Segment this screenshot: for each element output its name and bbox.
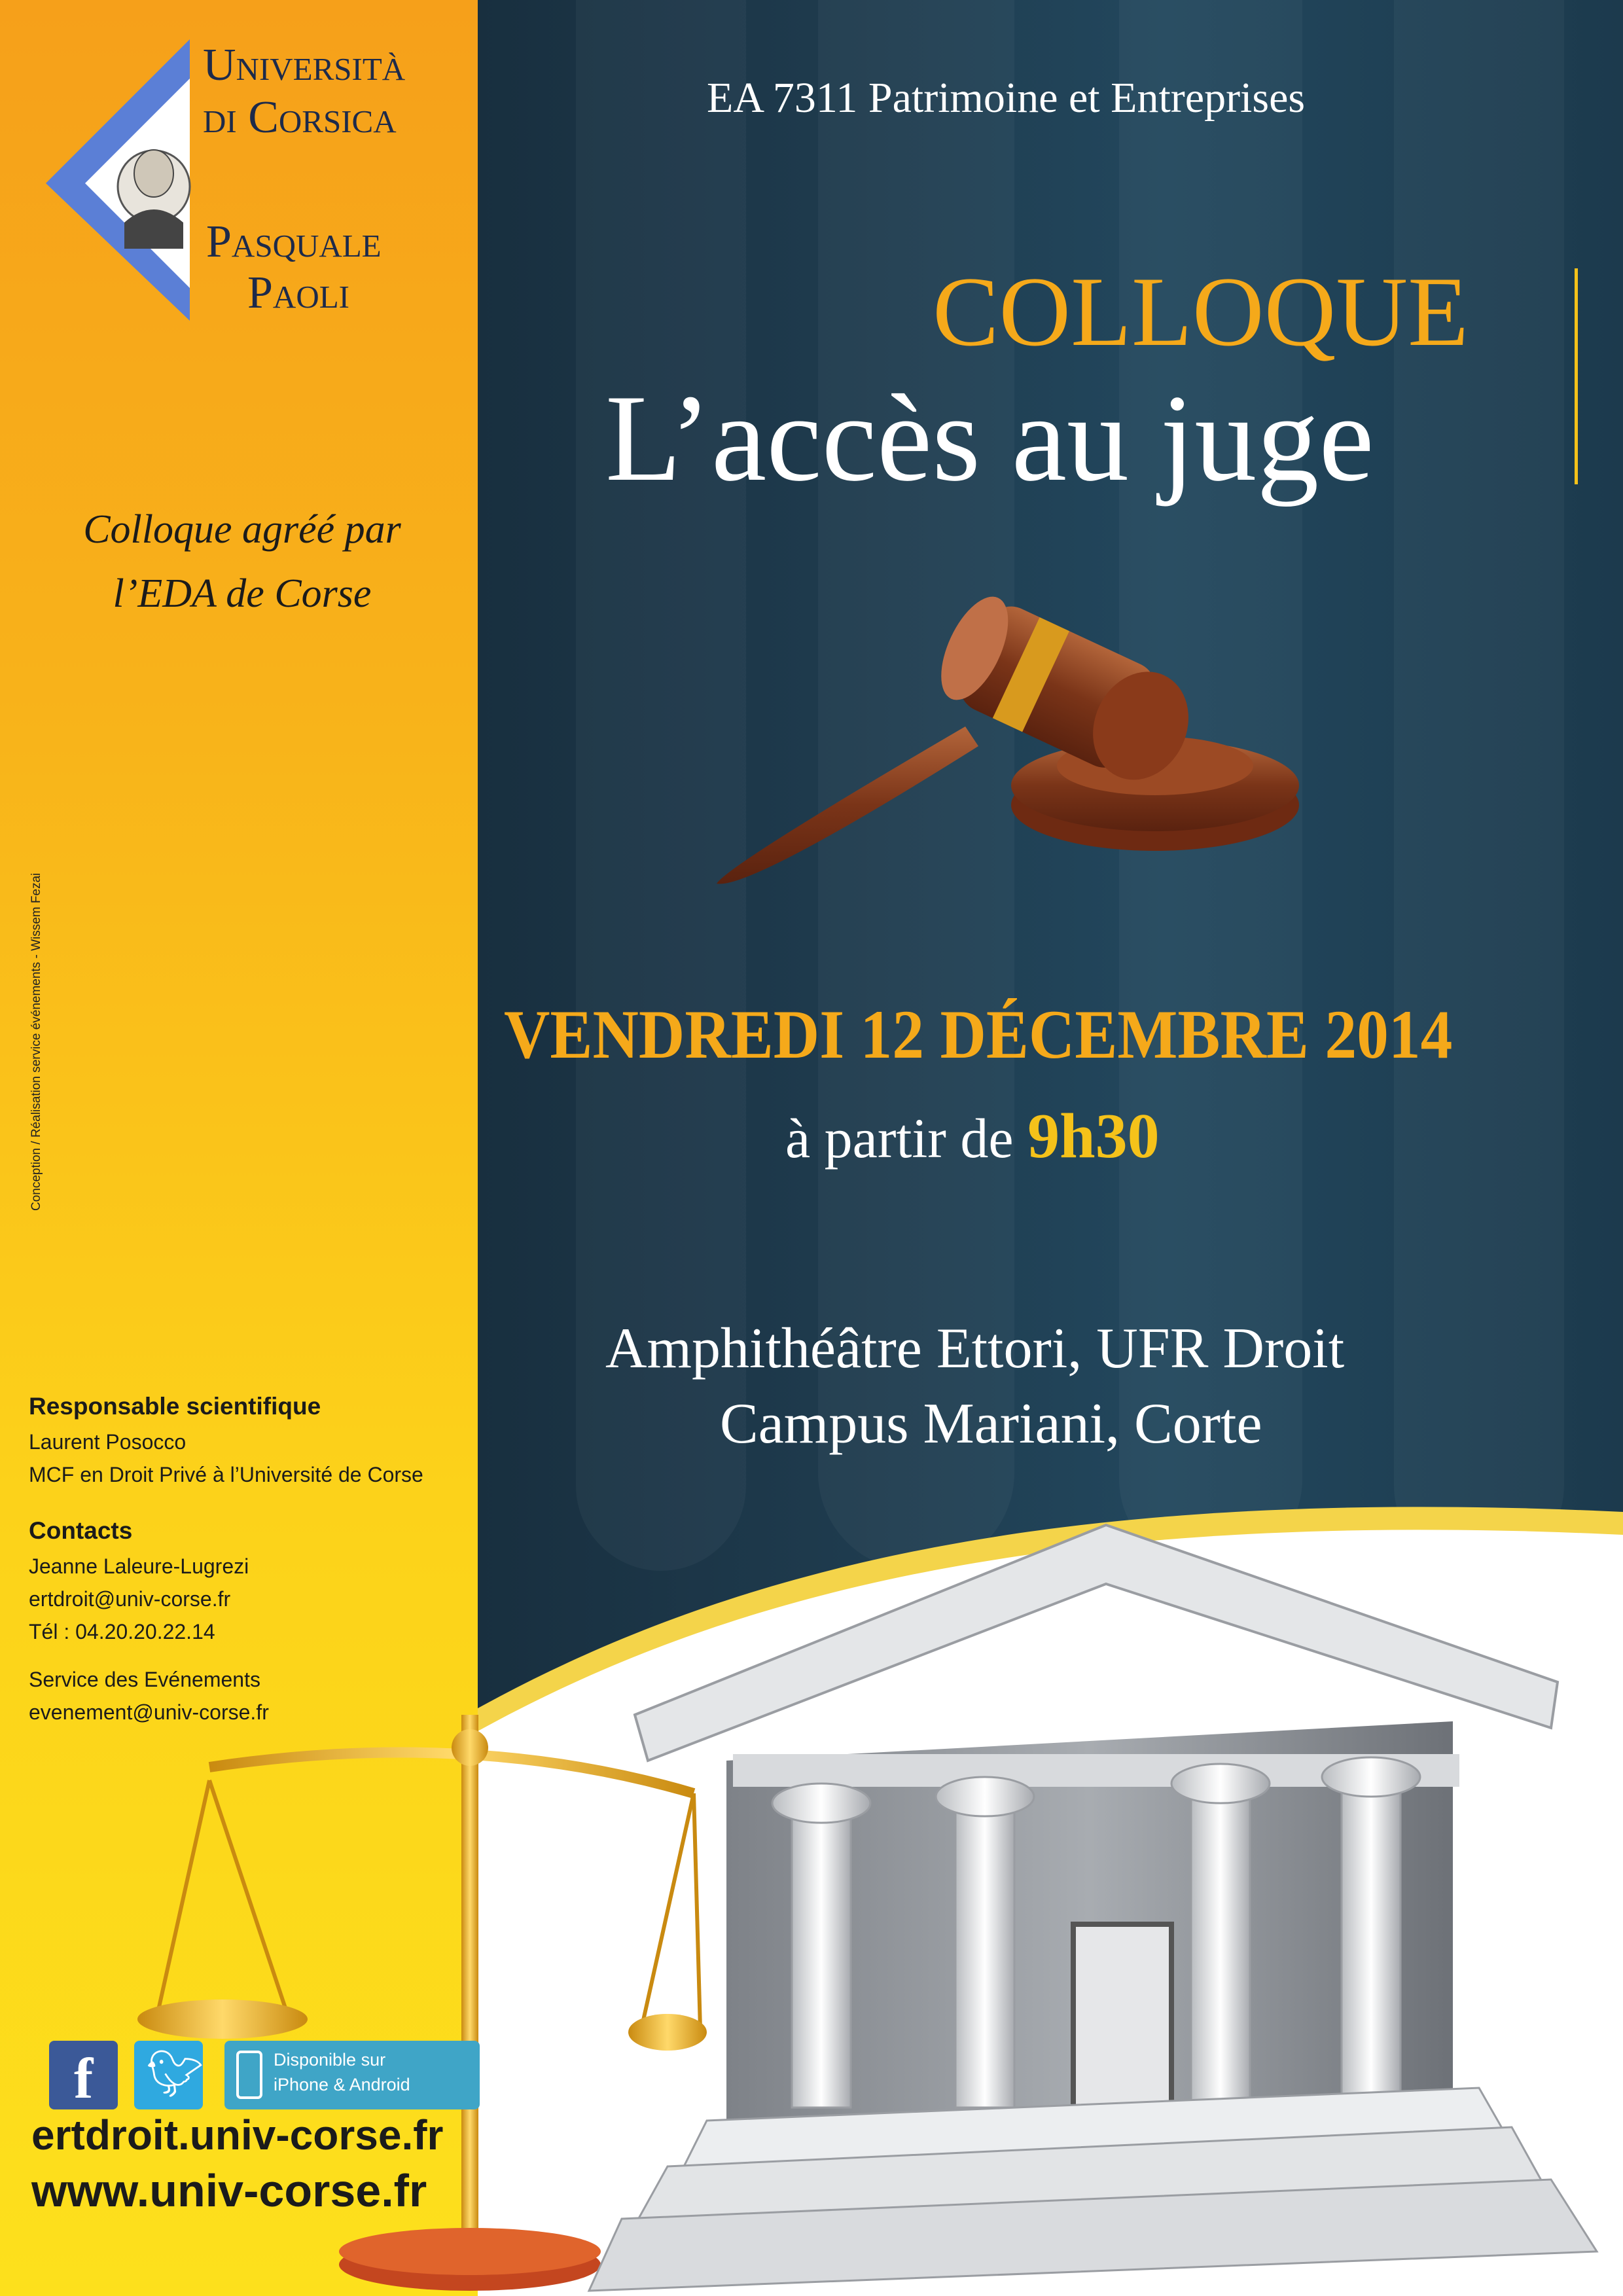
- contact-email[interactable]: ertdroit@univ-corse.fr: [29, 1587, 231, 1611]
- app-badge-line2: iPhone & Android: [274, 2075, 410, 2094]
- service-name: Service des Evénements: [29, 1668, 260, 1691]
- title-accent-bar: [1575, 268, 1578, 484]
- app-download-badge[interactable]: [224, 2041, 480, 2109]
- venue-line-2: Campus Mariani, Corte: [720, 1392, 1262, 1456]
- event-time-line: [785, 1100, 1160, 1173]
- event-time: 9h30: [1027, 1101, 1160, 1172]
- contact-phone: Tél : 04.20.20.22.14: [29, 1620, 215, 1643]
- research-lab-label: EA 7311 Patrimoine et Entreprises: [707, 74, 1306, 122]
- logo-line-corsica: di Corsica: [203, 92, 397, 143]
- service-email[interactable]: evenement@univ-corse.fr: [29, 1700, 269, 1724]
- twitter-icon[interactable]: 🐦︎: [134, 2041, 203, 2109]
- courthouse-illustration: [576, 1505, 1623, 2296]
- event-type: COLLOQUE: [933, 257, 1469, 367]
- venue-line-1: Amphithéâtre Ettori, UFR Droit: [605, 1317, 1345, 1380]
- contact-name: Jeanne Laleure-Lugrezi: [29, 1554, 249, 1578]
- logo-line-paoli: Paoli: [247, 268, 349, 318]
- time-prefix: à partir de: [785, 1107, 1028, 1170]
- responsable-heading: Responsable scientifique: [29, 1393, 321, 1420]
- facebook-icon[interactable]: f: [49, 2041, 118, 2109]
- university-link[interactable]: www.univ-corse.fr: [31, 2165, 427, 2216]
- responsable-name: Laurent Posocco: [29, 1430, 187, 1454]
- ertdroit-link[interactable]: ertdroit.univ-corse.fr: [31, 2111, 444, 2159]
- design-credit: Conception / Réalisation service événements - Wissem Fezai: [29, 872, 43, 1211]
- responsable-role: MCF en Droit Privé à l’Université de Corse: [29, 1463, 423, 1486]
- smartphone-icon: [236, 2051, 262, 2099]
- eda-accreditation: Colloque agréé par l’EDA de Corse: [83, 507, 401, 616]
- app-badge-line1: Disponible sur: [274, 2050, 386, 2070]
- gavel-icon: [704, 589, 1312, 916]
- logo-line-universita: Università: [203, 40, 406, 90]
- event-title: L’accès au juge: [605, 370, 1374, 507]
- contacts-heading: Contacts: [29, 1517, 133, 1544]
- event-date: VENDREDI 12 DÉCEMBRE 2014: [504, 996, 1453, 1073]
- logo-line-pasquale: Pasquale: [206, 217, 382, 267]
